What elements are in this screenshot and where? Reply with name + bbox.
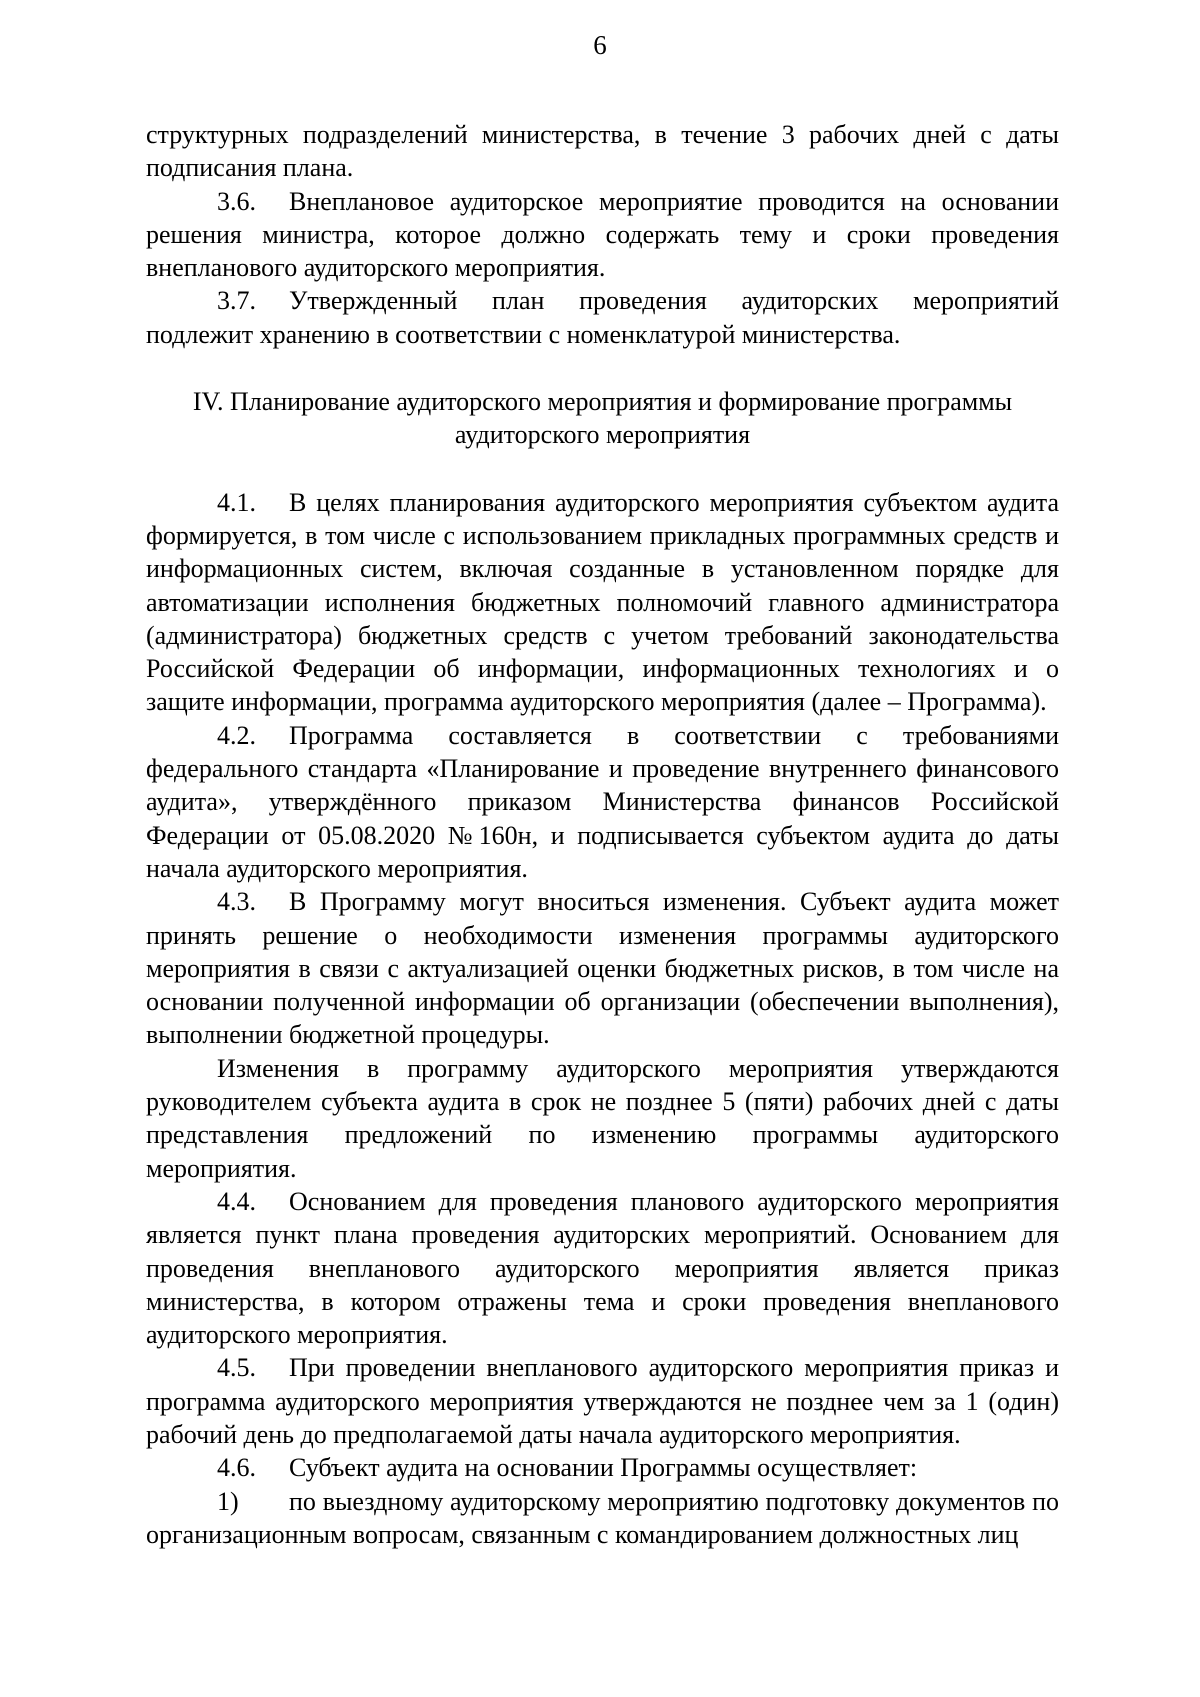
list-item-text: по выездному аудиторскому мероприятию подготовку документов по организационным вопросам, связанным с командированием должностных лиц [146, 1486, 1059, 1549]
document-body [146, 118, 1059, 1551]
paragraph-3-6 [146, 185, 1059, 285]
paragraph-3-7 [146, 284, 1059, 351]
paragraph-text: Субъект аудита на основании Программы осуществляет: [289, 1453, 918, 1483]
paragraph-4-3 [146, 885, 1059, 1051]
paragraph-text: Утвержденный план проведения аудиторских мероприятий подлежит хранению в соответствии с номенклатурой министерства. [146, 286, 1059, 349]
paragraph-4-1 [146, 486, 1059, 719]
paragraph-number: 4.2. [217, 720, 256, 750]
paragraph-4-3-changes [146, 1052, 1059, 1185]
paragraph-text: Программа составляется в соответствии с требованиями федерального стандарта «Планирование и проведение внутреннего финансового аудита», утверждённого приказом Министерства финансов Российской Федерации от 05.08.2020 №160н, и подписывается субъектом аудита до даты начала аудиторского мероприятия. [146, 720, 1059, 883]
paragraph-4-5 [146, 1351, 1059, 1451]
list-item-1 [146, 1485, 1059, 1552]
paragraph-number: 4.1. [217, 487, 256, 517]
paragraph-continuation: структурных подразделений министерства, в течение 3 рабочих дней с даты подписания плана. [146, 120, 1059, 183]
paragraph-number: 4.6. [217, 1453, 256, 1483]
paragraph-text: При проведении внепланового аудиторского мероприятия приказ и программа аудиторского мероприятия утверждаются не позднее чем за 1 (один) рабочий день до предполагаемой даты начала аудиторского мероприятия. [146, 1353, 1059, 1449]
paragraph-text: Изменения в программу аудиторского мероприятия утверждаются руководителем субъекта аудита в срок не позднее 5 (пяти) рабочих дней с даты представления предложений по изменению программы аудиторского мероприятия. [146, 1053, 1059, 1183]
paragraph-text: В Программу могут вноситься изменения. Субъект аудита может принять решение о необходимости изменения программы аудиторского мероприятия в связи с актуализацией оценки бюджетных рисков, в том числе на основании полученной информации об организации (обеспечении выполнения), выполнении бюджетной процедуры. [146, 887, 1059, 1050]
section-heading-line-1: IV. Планирование аудиторского мероприятия и формирование программы [192, 387, 1013, 417]
page-number: 6 [593, 30, 607, 60]
paragraph-text: В целях планирования аудиторского мероприятия субъектом аудита формируется, в том числе с использованием прикладных программных средств и информационных систем, включая созданные в установленном порядке для автоматизации исполнения бюджетных полномочий главного администратора (администратора) бюджетных средств с учетом требований законодательства Российской Федерации об информации, информационных технологиях и о защите информации, программа аудиторского мероприятия (далее – Программа). [146, 487, 1059, 717]
paragraph-number: 4.3. [217, 887, 256, 917]
paragraph-number: 4.4. [217, 1186, 256, 1216]
paragraph-text: Основанием для проведения планового аудиторского мероприятия является пункт плана проведения аудиторских мероприятий. Основанием для проведения внепланового аудиторского мероприятия является приказ министерства, в котором отражены тема и сроки проведения внепланового аудиторского мероприятия. [146, 1186, 1059, 1350]
paragraph-4-6 [146, 1451, 1059, 1484]
paragraph-4-2 [146, 719, 1059, 885]
section-heading [146, 385, 1059, 452]
list-item-number: 1) [217, 1486, 239, 1516]
paragraph-number: 3.6. [217, 186, 256, 216]
paragraph-text: Внеплановое аудиторское мероприятие проводится на основании решения министра, которое должно содержать тему и сроки проведения внепланового аудиторского мероприятия. [146, 186, 1059, 283]
section-heading-line-2: аудиторского мероприятия [454, 420, 751, 450]
paragraph-number: 4.5. [217, 1353, 256, 1383]
paragraph-4-4 [146, 1185, 1059, 1351]
paragraph-number: 3.7. [217, 286, 256, 316]
